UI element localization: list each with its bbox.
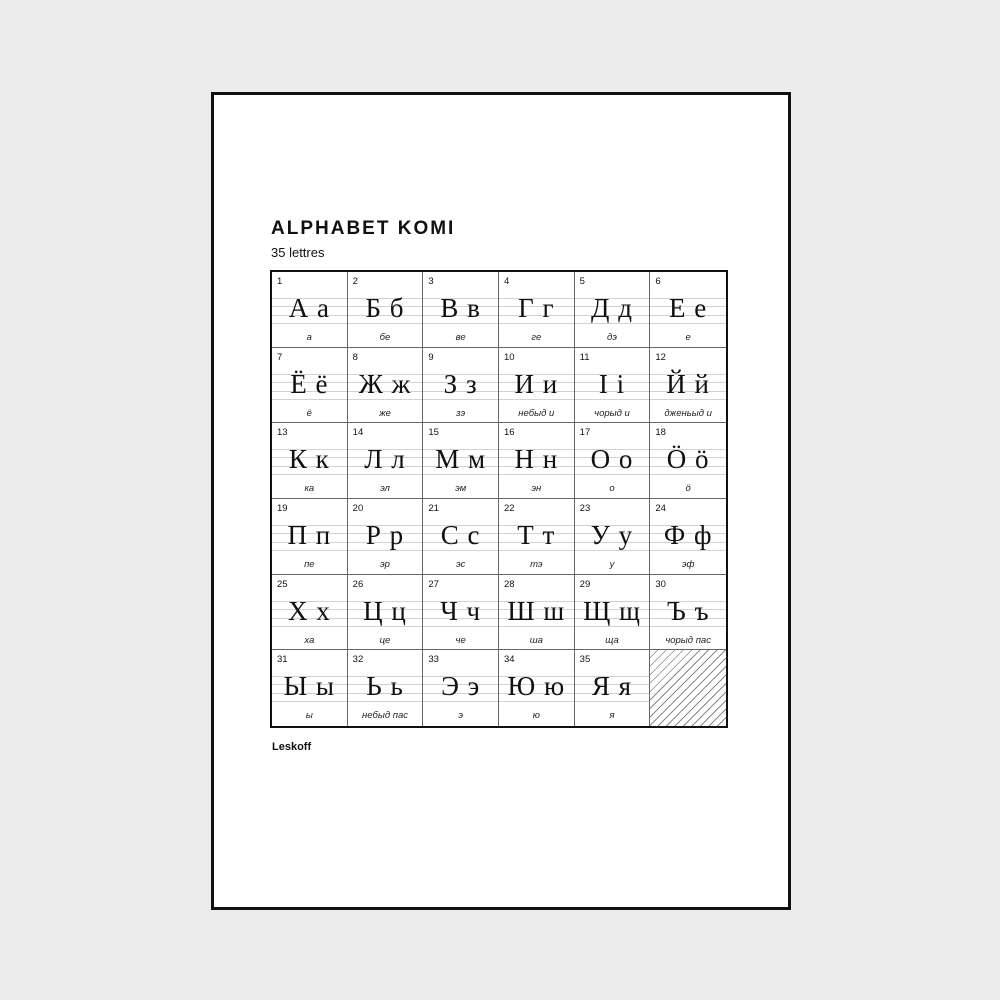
- letter-number: 35: [579, 654, 591, 666]
- letter-cell: [575, 423, 651, 499]
- letter-number: 5: [579, 276, 585, 287]
- letter-cell: [575, 272, 651, 348]
- letter-name: чорыд пас: [665, 634, 711, 646]
- letter-glyph: Ж ж: [358, 368, 412, 399]
- letter-number: 19: [277, 502, 288, 514]
- letter-glyph: Ы ы: [283, 671, 336, 702]
- poster-subtitle: 35 lettres: [271, 245, 325, 260]
- letter-cell: [272, 650, 348, 726]
- letter-cell: [499, 423, 575, 499]
- letter-name: эр: [380, 558, 390, 570]
- letter-name: о: [609, 483, 615, 495]
- letter-name: пе: [304, 558, 315, 570]
- letter-number: 30: [655, 578, 666, 590]
- letter-cell: [575, 348, 651, 424]
- letter-glyph: Л л: [364, 444, 406, 475]
- letter-cell: [650, 499, 726, 575]
- letter-glyph: Ф ф: [663, 519, 713, 550]
- letter-number: 20: [352, 502, 364, 514]
- letter-glyph: Ӧ ӧ: [666, 444, 710, 475]
- poster-title: ALPHABET KOMI: [271, 218, 456, 239]
- letter-number: 12: [655, 351, 666, 363]
- letter-name: ге: [531, 332, 542, 343]
- letter-cell: [423, 499, 499, 575]
- letter-glyph: Р р: [365, 519, 405, 550]
- letter-name: эс: [455, 558, 466, 570]
- letter-number: 1: [277, 276, 283, 287]
- letter-number: 10: [503, 351, 515, 363]
- letter-name: тэ: [530, 558, 543, 570]
- letter-glyph: П п: [287, 519, 332, 550]
- letter-name: э: [458, 710, 463, 722]
- letter-cell: [423, 272, 499, 348]
- letter-name: ё: [306, 407, 312, 419]
- letter-number: 26: [352, 578, 364, 590]
- letter-cell: [272, 575, 348, 651]
- letter-glyph: К к: [288, 444, 330, 475]
- letter-number: 6: [655, 276, 661, 287]
- letter-cell: [575, 499, 651, 575]
- brand-logo: Leskoff: [272, 741, 312, 753]
- letter-cell: [499, 272, 575, 348]
- letter-name: эм: [455, 483, 467, 495]
- letter-name: дженьыд и: [664, 407, 712, 419]
- letter-number: 25: [277, 578, 288, 590]
- letter-glyph: Н н: [514, 444, 559, 475]
- letter-cell: [650, 423, 726, 499]
- letter-glyph: Й й: [666, 368, 710, 399]
- letter-name: ка: [304, 483, 315, 495]
- letter-number: 24: [655, 502, 666, 514]
- letter-cell: [423, 650, 499, 726]
- letter-name: ха: [304, 634, 315, 646]
- letter-name: е: [685, 332, 691, 343]
- letter-name: эл: [380, 483, 390, 495]
- letter-name: зэ: [456, 407, 466, 419]
- letter-glyph: Ё ё: [290, 368, 329, 399]
- letter-number: 7: [277, 351, 283, 363]
- letter-name: ӧ: [685, 483, 691, 495]
- letter-glyph: Ш ш: [507, 595, 566, 626]
- letter-number: 23: [579, 502, 591, 514]
- letter-number: 29: [579, 578, 591, 590]
- letter-cell: [499, 348, 575, 424]
- letter-cell: [348, 423, 424, 499]
- letter-cell: [499, 575, 575, 651]
- letter-cell: [272, 272, 348, 348]
- letter-cell: [272, 423, 348, 499]
- letter-cell: [499, 650, 575, 726]
- letter-glyph: О о: [590, 444, 634, 475]
- letter-number: 14: [352, 427, 364, 439]
- letter-cell: [650, 575, 726, 651]
- letter-name: це: [379, 634, 391, 646]
- letter-cell: [348, 650, 424, 726]
- letter-number: 32: [352, 654, 364, 666]
- letter-name: а: [306, 332, 312, 343]
- letter-number: 28: [503, 578, 515, 590]
- letter-name: небыд пас: [361, 710, 408, 722]
- letter-glyph: З з: [443, 368, 478, 399]
- letter-glyph: Ц ц: [363, 595, 407, 626]
- letter-name: дэ: [607, 332, 617, 343]
- letter-name: чорыд и: [594, 407, 630, 419]
- letter-name: бе: [379, 332, 391, 343]
- letter-cell: [650, 272, 726, 348]
- letter-glyph: Ч ч: [440, 595, 482, 626]
- letter-glyph: І і: [598, 368, 626, 399]
- letter-name: ю: [532, 710, 540, 722]
- letter-name: че: [455, 634, 466, 646]
- letter-glyph: И и: [514, 368, 559, 399]
- letter-name: у: [609, 558, 615, 570]
- letter-glyph: Е е: [669, 293, 708, 323]
- letter-number: 34: [503, 654, 515, 666]
- letter-cell: [348, 575, 424, 651]
- letter-number: 11: [579, 351, 590, 363]
- letter-name: ы: [305, 710, 313, 722]
- letter-cell: [650, 348, 726, 424]
- letter-name: небыд и: [518, 407, 555, 419]
- letter-number: 21: [428, 502, 439, 514]
- letter-cell: [499, 499, 575, 575]
- letter-number: 17: [579, 427, 591, 439]
- letter-cell: [575, 650, 651, 726]
- letter-number: 9: [428, 351, 434, 363]
- letter-cell: [272, 499, 348, 575]
- letter-cell: [348, 272, 424, 348]
- letter-cell: [423, 423, 499, 499]
- letter-number: 4: [503, 276, 510, 287]
- poster: [211, 92, 791, 910]
- letter-number: 18: [655, 427, 666, 439]
- letter-cell: [423, 348, 499, 424]
- letter-number: 33: [428, 654, 439, 666]
- letter-glyph: Г г: [518, 293, 555, 323]
- letter-name: я: [609, 710, 615, 722]
- letter-glyph: Т т: [517, 519, 556, 550]
- letter-name: ша: [529, 634, 543, 646]
- letter-glyph: Ю ю: [507, 671, 566, 702]
- letter-name: же: [379, 407, 391, 419]
- letter-glyph: Щ щ: [583, 595, 641, 626]
- letter-name: эф: [681, 558, 695, 570]
- letter-glyph: М м: [435, 444, 487, 475]
- letter-glyph: Х х: [287, 595, 331, 626]
- letter-number: 31: [277, 654, 288, 666]
- letter-glyph: В в: [440, 293, 481, 323]
- letter-glyph: Я я: [591, 671, 633, 702]
- letter-number: 3: [428, 276, 434, 287]
- letter-number: 2: [352, 276, 358, 287]
- letter-number: 16: [503, 427, 515, 439]
- letter-name: ща: [605, 634, 619, 646]
- letter-glyph: Э э: [441, 671, 481, 702]
- letter-glyph: У у: [590, 519, 634, 550]
- letter-name: ве: [455, 332, 466, 343]
- letter-number: 27: [428, 578, 439, 590]
- letter-number: 15: [428, 427, 439, 439]
- letter-glyph: Д д: [591, 293, 633, 323]
- letter-glyph: Ь ь: [366, 671, 404, 702]
- letter-cell: [423, 575, 499, 651]
- alphabet-grid: [270, 270, 728, 728]
- letter-cell: [575, 575, 651, 651]
- letter-cell: [348, 499, 424, 575]
- empty-hatched-cell: [650, 650, 726, 726]
- letter-cell: [348, 348, 424, 424]
- letter-number: 22: [503, 502, 515, 514]
- letter-cell: [272, 348, 348, 424]
- letter-number: 8: [352, 351, 358, 363]
- letter-glyph: С с: [440, 519, 481, 550]
- letter-name: эн: [531, 483, 542, 495]
- letter-glyph: А а: [288, 293, 330, 323]
- letter-number: 13: [277, 427, 288, 439]
- letter-glyph: Б б: [365, 293, 405, 323]
- letter-glyph: Ъ ъ: [666, 595, 710, 626]
